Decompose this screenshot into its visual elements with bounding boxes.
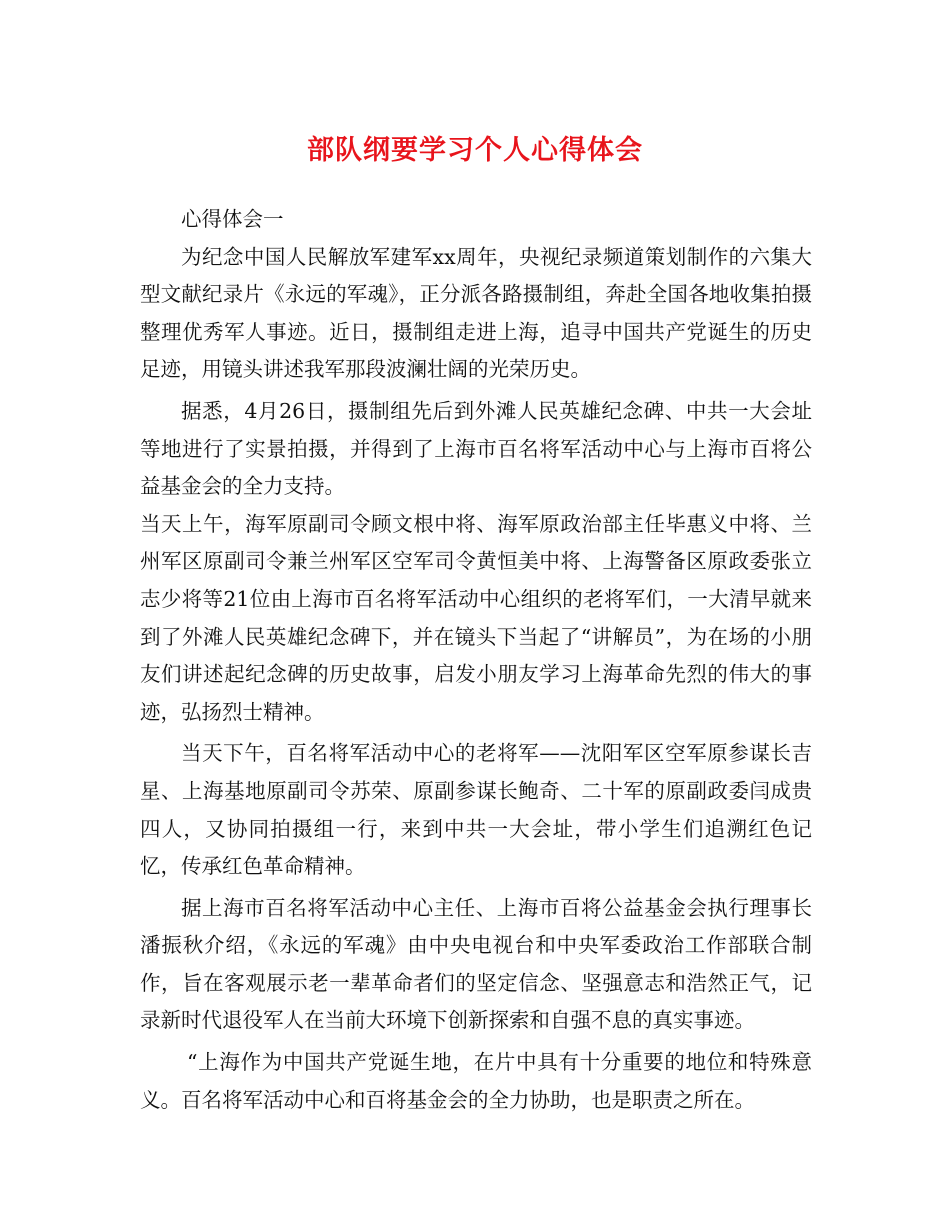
paragraph-6: “上海作为中国共产党诞生地，在片中具有十分重要的地位和特殊意义。百名将军活动中心和百将基金会的全力协助，也是职责之所在。 [140, 1050, 812, 1112]
paragraph-3: 当天上午，海军原副司令顾文根中将、海军原政治部主任毕惠义中将、兰州军区原副司令兼兰州军区空军司令黄恒美中将、上海警备区原政委张立志少将等21位由上海市百名将军活动中心组织的老将军们，一大清早就来到了外滩人民英雄纪念碑下，并在镜头下当起了“讲解员”，为在场的小朋友们讲述起纪念碑的历史故事，启发小朋友学习上海革命先烈的伟大的事迹，弘扬烈士精神。 [140, 511, 812, 724]
paragraph-5: 据上海市百名将军活动中心主任、上海市百将公益基金会执行理事长潘振秋介绍，《永远的军魂》由中央电视台和中央军委政治工作部联合制作，旨在客观展示老一辈革命者们的坚定信念、坚强意志和浩然正气，记录新时代退役军人在当前大环境下创新探索和自强不息的真实事迹。 [140, 895, 812, 1033]
section-heading: 心得体会一 [181, 207, 284, 231]
paragraph-4: 当天下午，百名将军活动中心的老将军——沈阳军区空军原参谋长吉星、上海基地原副司令苏荣、原副参谋长鲍奇、二十军的原副政委闫成贵四人，又协同拍摄组一行，来到中共一大会址，带小学生们追溯红色记忆，传承红色革命精神。 [140, 741, 812, 879]
document-body [140, 201, 812, 1119]
paragraph-1: 为纪念中国人民解放军建军xx周年，央视纪录频道策划制作的六集大型文献纪录片《永远的军魂》，正分派各路摄制组，奔赴全国各地收集拍摄整理优秀军人事迹。近日，摄制组走进上海，追寻中国共产党诞生的历史足迹，用镜头讲述我军那段波澜壮阔的光荣历史。 [140, 244, 812, 382]
document-title: 部队纲要学习个人心得体会 [307, 135, 643, 166]
paragraph-2: 据悉，4月26日，摄制组先后到外滩人民英雄纪念碑、中共一大会址等地进行了实景拍摄，并得到了上海市百名将军活动中心与上海市百将公益基金会的全力支持。 [140, 398, 812, 499]
